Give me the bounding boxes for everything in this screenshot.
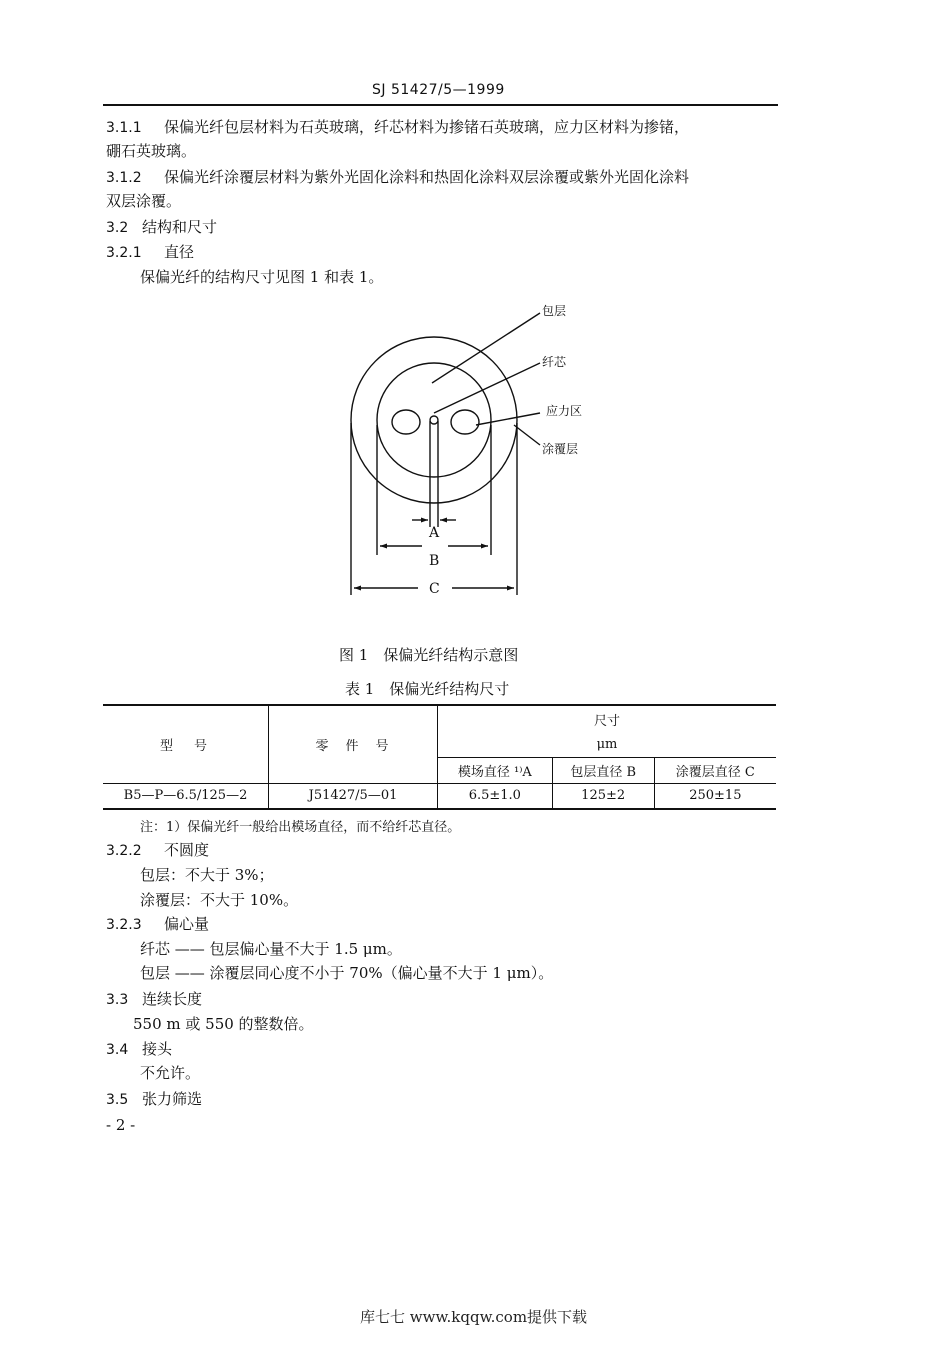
joints-text: 不允许。 [140,1064,201,1082]
section-3-4 [106,1038,172,1059]
cladding-circle [377,363,491,477]
figure-caption: 图 1 保偏光纤结构示意图 [339,646,519,664]
section-3-2-1 [106,241,194,262]
section-number: 3.3 [106,992,129,1008]
para-text: 保偏光纤涂覆层材料为紫外光固化涂料和热固化涂料双层涂覆或紫外光固化涂料 [164,168,690,186]
cell-coating: 250±15 [654,783,776,809]
section-number: 3.1.1 [106,120,142,136]
para-3-1-1 [106,116,689,137]
cell-cladding: 125±2 [552,783,654,809]
cell-model: B5—P—6.5/125—2 [103,783,269,809]
section-number: 3.5 [106,1092,129,1108]
cell-mode: 6.5±1.0 [438,783,553,809]
ovality-cladding: 包层：不大于 3%； [140,866,274,884]
section-title: 偏心量 [164,915,210,933]
table-row [103,783,776,809]
dim-c-label: C [429,581,440,597]
doc-number: SJ 51427/5—1999 [372,82,505,98]
subcol-coating: 涂覆层直径 C [654,757,776,783]
col-model-header: 型 号 [103,705,269,783]
dim-a-label: A [429,525,440,541]
section-number: 3.2.2 [106,843,142,859]
stress-rod-right [451,410,479,434]
ovality-coating: 涂覆层：不大于 10%。 [140,891,299,909]
eccentricity-cladding: 包层 —— 涂覆层同心度不小于 70%（偏心量不大于 1 μm）。 [140,964,554,982]
coating-circle [351,337,517,503]
section-title: 连续长度 [142,990,203,1008]
label-core: 纤芯 [542,355,567,369]
core-circle [430,416,438,424]
section-title: 不圆度 [164,841,210,859]
para-3-1-2-cont: 双层涂覆。 [106,192,182,210]
section-3-2 [106,216,217,237]
table-caption: 表 1 保偏光纤结构尺寸 [345,680,510,698]
section-number: 3.2 [106,220,129,236]
section-3-3 [106,988,202,1009]
para-3-2-1-text: 保偏光纤的结构尺寸见图 1 和表 1。 [140,268,384,286]
dimension-table [103,704,776,810]
stress-rod-left [392,410,420,434]
col-unit-header: μm [438,733,777,757]
col-part-header: 零 件 号 [269,705,438,783]
para-3-1-2 [106,166,689,187]
header-rule [103,104,778,106]
col-size-header: 尺寸 [438,705,777,733]
cell-part: J51427/5—01 [269,783,438,809]
page-number: - 2 - [106,1116,136,1134]
subcol-mode-field: 模场直径 ¹⁾A [438,757,553,783]
fiber-structure-diagram [330,295,610,615]
section-3-2-2 [106,839,209,860]
section-title: 张力筛选 [142,1090,203,1108]
section-title: 直径 [164,243,195,261]
section-number: 3.2.1 [106,245,142,261]
table-note: 注：1）保偏光纤一般给出模场直径，而不给纤芯直径。 [140,820,461,835]
label-stress-zone: 应力区 [546,404,583,418]
section-number: 3.2.3 [106,917,142,933]
subcol-cladding: 包层直径 B [552,757,654,783]
section-3-5 [106,1088,202,1109]
dim-b-label: B [429,553,440,569]
download-footer: 库七七 www.kqqw.com提供下载 [360,1308,588,1326]
section-number: 3.1.2 [106,170,142,186]
eccentricity-core: 纤芯 —— 包层偏心量不大于 1.5 μm。 [140,940,402,958]
label-coating: 涂覆层 [542,442,579,456]
para-text: 保偏光纤包层材料为石英玻璃，纤芯材料为掺锗石英玻璃，应力区材料为掺锗， [164,118,690,136]
length-text: 550 m 或 550 的整数倍。 [133,1015,314,1033]
para-3-1-1-cont: 硼石英玻璃。 [106,142,197,160]
section-3-2-3 [106,913,209,934]
section-title: 结构和尺寸 [142,218,218,236]
label-cladding: 包层 [542,304,567,318]
section-number: 3.4 [106,1042,129,1058]
section-title: 接头 [142,1040,173,1058]
